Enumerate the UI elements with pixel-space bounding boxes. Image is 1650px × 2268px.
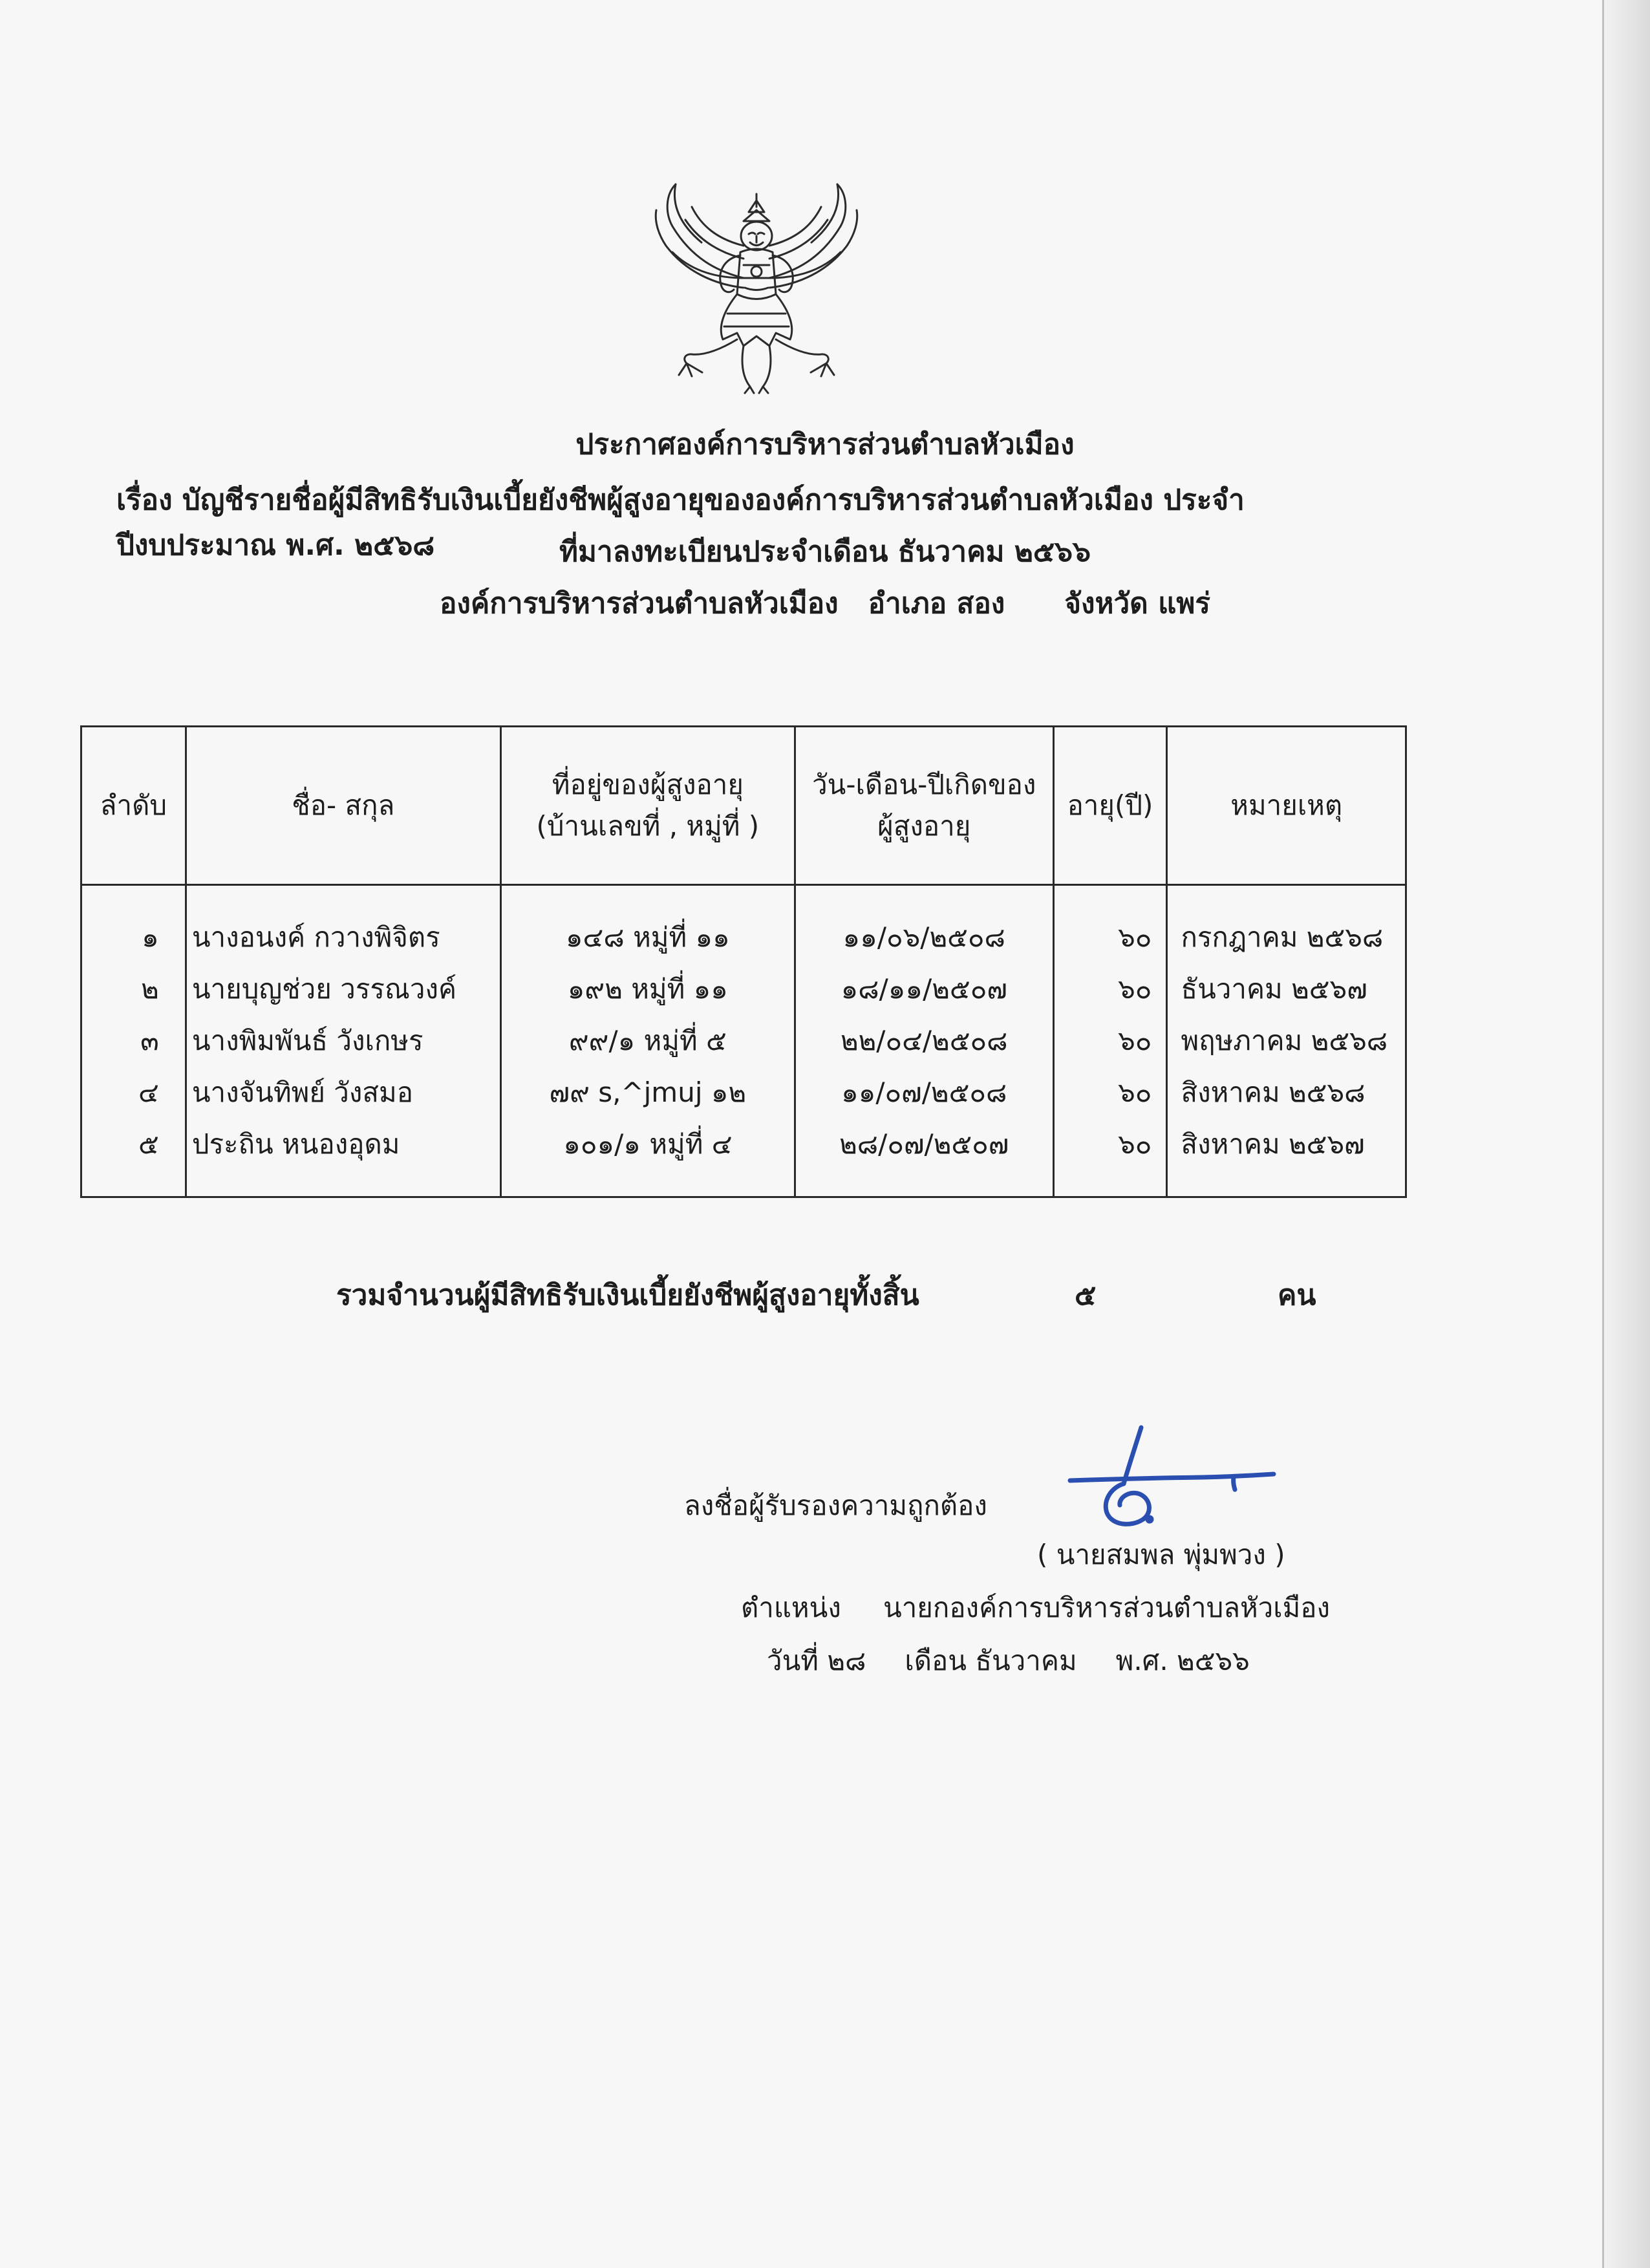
row-age: ๖๐: [1053, 963, 1167, 1015]
date-month: เดือน ธันวาคม: [905, 1645, 1077, 1676]
row-name: ประถิน หนองอุดม: [186, 1118, 500, 1197]
row-age: ๖๐: [1053, 1015, 1167, 1067]
row-note: สิงหาคม ๒๕๖๘: [1167, 1067, 1406, 1118]
row-note: สิงหาคม ๒๕๖๗: [1167, 1118, 1406, 1197]
table-header-row: [81, 727, 1406, 885]
date-year: พ.ศ. ๒๕๖๖: [1115, 1645, 1250, 1676]
registration-period: ที่มาลงทะเบียนประจำเดือน ธันวาคม ๒๕๖๖: [559, 535, 1091, 568]
row-age: ๖๐: [1053, 1118, 1167, 1197]
table-row: [81, 1067, 1406, 1118]
position-label: ตำแหน่ง: [741, 1592, 841, 1623]
row-number: ๑: [81, 885, 186, 964]
signed-date: [767, 1640, 1289, 1682]
column-header-address: ที่อยู่ของผู้สูงอายุ (บ้านเลขที่ , หมู่ที่ ): [500, 727, 795, 885]
row-note: พฤษภาคม ๒๕๖๘: [1167, 1015, 1406, 1067]
garuda-emblem-icon: [647, 181, 866, 394]
row-number: ๔: [81, 1067, 186, 1118]
row-address: ๗๙ s,^jmuj ๑๒: [500, 1067, 795, 1118]
handwritten-signature: [1067, 1422, 1280, 1532]
certifier-label: ลงชื่อผู้รับรองความถูกต้อง: [684, 1490, 987, 1521]
table-row: [81, 1015, 1406, 1067]
date-day: วันที่ ๒๘: [767, 1645, 866, 1676]
page-edge: [1602, 0, 1650, 2268]
column-header-age: อายุ(ปี): [1053, 727, 1167, 885]
row-dob: ๑๘/๑๑/๒๕๐๗: [795, 963, 1053, 1015]
announcement-title: ประกาศองค์การบริหารส่วนตำบลหัวเมือง: [575, 428, 1075, 461]
row-age: ๖๐: [1053, 1067, 1167, 1118]
row-name: นางอนงค์ กวางพิจิตร: [186, 885, 500, 964]
row-note: ธันวาคม ๒๕๖๗: [1167, 963, 1406, 1015]
row-dob: ๒๒/๐๔/๒๕๐๘: [795, 1015, 1053, 1067]
row-age: ๖๐: [1053, 885, 1167, 964]
column-header-no: ลำดับ: [81, 727, 186, 885]
row-number: ๒: [81, 963, 186, 1015]
row-dob: ๑๑/๐๗/๒๕๐๘: [795, 1067, 1053, 1118]
row-number: ๓: [81, 1015, 186, 1067]
column-header-note: หมายเหตุ: [1167, 727, 1406, 885]
table-row: [81, 885, 1406, 964]
row-address: ๑๔๘ หมู่ที่ ๑๑: [500, 885, 795, 964]
column-header-dob: วัน-เดือน-ปีเกิดของ ผู้สูงอายุ: [795, 727, 1053, 885]
beneficiary-table: [80, 725, 1407, 1198]
row-dob: ๒๘/๐๗/๒๕๐๗: [795, 1118, 1053, 1197]
row-name: นางพิมพันธ์ วังเกษร: [186, 1015, 500, 1067]
row-dob: ๑๑/๐๖/๒๕๐๘: [795, 885, 1053, 964]
organization-line: องค์การบริหารส่วนตำบลหัวเมือง อำเภอ สอง จังหวัด แพร่: [439, 587, 1211, 620]
total-unit: คน: [1278, 1279, 1316, 1312]
table-row: [81, 1118, 1406, 1197]
total-count: ๕: [1075, 1279, 1097, 1312]
row-name: นางจันทิพย์ วังสมอ: [186, 1067, 500, 1118]
row-note: กรกฎาคม ๒๕๖๘: [1167, 885, 1406, 964]
row-address: ๙๙/๑ หมู่ที่ ๕: [500, 1015, 795, 1067]
column-header-name: ชื่อ- สกุล: [186, 727, 500, 885]
total-label: รวมจำนวนผู้มีสิทธิรับเงินเบี้ยยังชีพผู้สูงอายุทั้งสิ้น: [336, 1279, 919, 1312]
announcement-subject: เรื่อง บัญชีรายชื่อผู้มีสิทธิรับเงินเบี้ยยังชีพผู้สูงอายุขององค์การบริหารส่วนตำบลหัวเมือง ประจำปีงบประมาณ พ.ศ. ๒๕๖๘: [116, 484, 1245, 562]
row-address: ๑๙๒ หมู่ที่ ๑๑: [500, 963, 795, 1015]
position-value: นายกองค์การบริหารส่วนตำบลหัวเมือง: [883, 1592, 1331, 1623]
row-name: นายบุญช่วย วรรณวงค์: [186, 963, 500, 1015]
certifier-name: ( นายสมพล พุ่มพวง ): [1037, 1539, 1285, 1570]
row-number: ๕: [81, 1118, 186, 1197]
table-row: [81, 963, 1406, 1015]
row-address: ๑๐๑/๑ หมู่ที่ ๔: [500, 1118, 795, 1197]
